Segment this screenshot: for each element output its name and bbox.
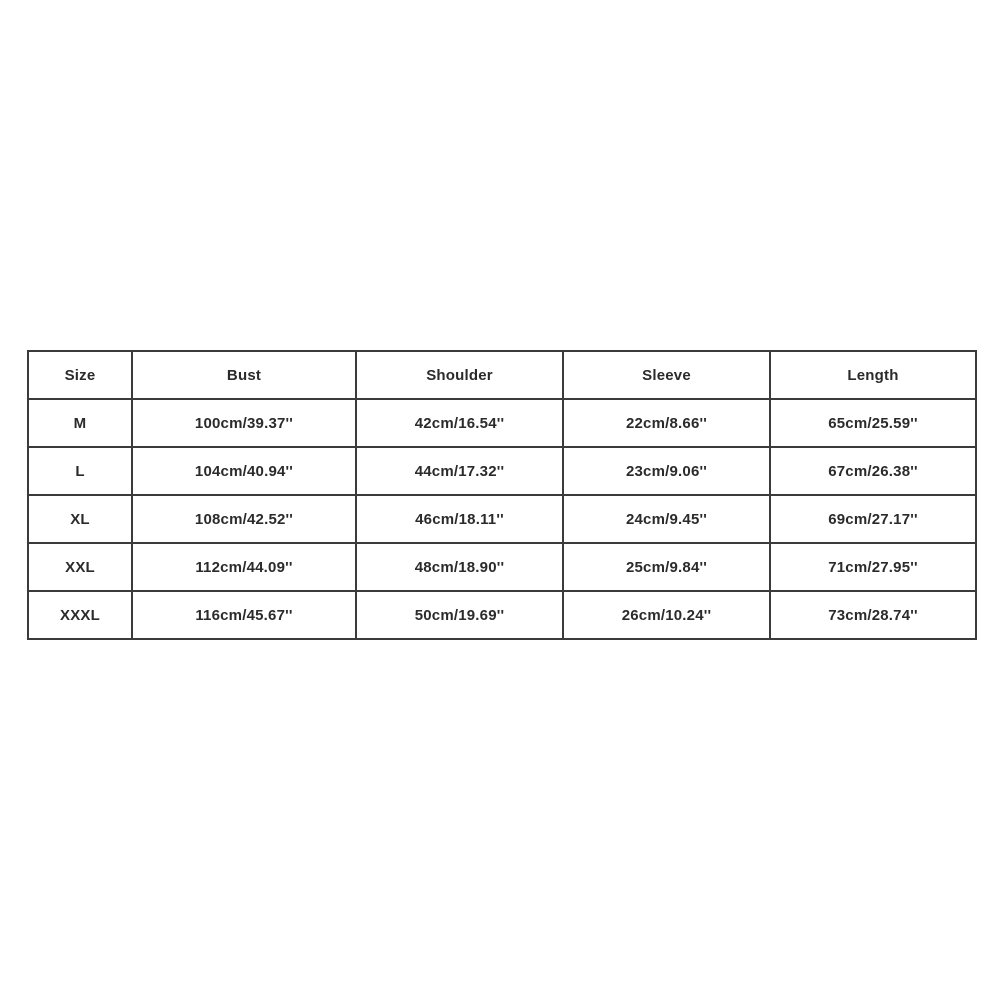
shoulder-cell: 48cm/18.90'' [356, 543, 563, 591]
shoulder-cell: 46cm/18.11'' [356, 495, 563, 543]
column-header-sleeve: Sleeve [563, 351, 770, 399]
shoulder-cell: 44cm/17.32'' [356, 447, 563, 495]
shoulder-cell: 50cm/19.69'' [356, 591, 563, 639]
table-row-xl [28, 495, 976, 543]
column-header-shoulder: Shoulder [356, 351, 563, 399]
sleeve-cell: 26cm/10.24'' [563, 591, 770, 639]
size-chart [27, 350, 975, 640]
column-header-size: Size [28, 351, 132, 399]
bust-cell: 116cm/45.67'' [132, 591, 356, 639]
table-row-m [28, 399, 976, 447]
header-row [28, 351, 976, 399]
table-row-l [28, 447, 976, 495]
sleeve-cell: 24cm/9.45'' [563, 495, 770, 543]
table-row-xxxl [28, 591, 976, 639]
size-cell: XL [28, 495, 132, 543]
length-cell: 65cm/25.59'' [770, 399, 976, 447]
length-cell: 71cm/27.95'' [770, 543, 976, 591]
column-header-length: Length [770, 351, 976, 399]
size-chart-table [27, 350, 977, 640]
sleeve-cell: 23cm/9.06'' [563, 447, 770, 495]
table-row-xxl [28, 543, 976, 591]
size-cell: L [28, 447, 132, 495]
bust-cell: 112cm/44.09'' [132, 543, 356, 591]
size-cell: XXL [28, 543, 132, 591]
shoulder-cell: 42cm/16.54'' [356, 399, 563, 447]
length-cell: 73cm/28.74'' [770, 591, 976, 639]
size-cell: XXXL [28, 591, 132, 639]
length-cell: 69cm/27.17'' [770, 495, 976, 543]
sleeve-cell: 25cm/9.84'' [563, 543, 770, 591]
bust-cell: 108cm/42.52'' [132, 495, 356, 543]
length-cell: 67cm/26.38'' [770, 447, 976, 495]
bust-cell: 104cm/40.94'' [132, 447, 356, 495]
sleeve-cell: 22cm/8.66'' [563, 399, 770, 447]
size-cell: M [28, 399, 132, 447]
column-header-bust: Bust [132, 351, 356, 399]
bust-cell: 100cm/39.37'' [132, 399, 356, 447]
